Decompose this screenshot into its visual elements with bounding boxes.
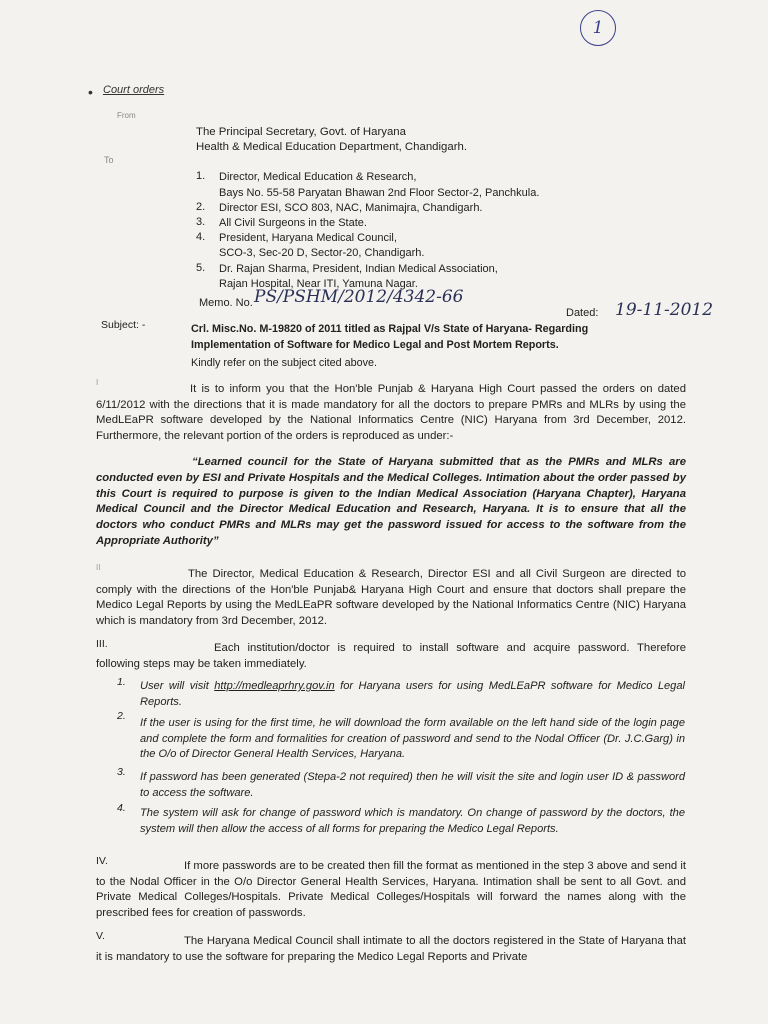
step-2-num: 2. (117, 710, 126, 722)
dated-value: 19-11-2012 (615, 300, 714, 320)
step-1-pre: User will visit (140, 680, 215, 692)
page-number: 1 (580, 10, 616, 46)
recipient-4-num: 4. (196, 231, 206, 243)
kindly-refer: Kindly refer on the subject cited above. (191, 357, 378, 369)
court-orders-label: Court orders (103, 84, 165, 96)
step-1-post: for Haryana users for using MedLEaPR software for Medico Legal Reports. (140, 680, 685, 708)
step-2-text: If the user is using for the first time, he will download the form available on the left hand side of the login page and complete the form and formalities for creation of password and send to the Nodal Officer (Dr. J.C.Garg) in the O/o of Director General Health Services, Haryana. (140, 717, 685, 760)
court-order-quote: “Learned council for the State of Haryana submitted that as the PMRs and MLRs are conducted even by ESI and Private Hospitals and the Medical Colleges. Intimation about the order passed by this Court is required to purpose is given to the Indian Medical Association (Haryana Chapter), Haryana Medical Council and the Director Medical Education and Research, Haryana. It is to ensure that all the doctors who conduct PMRs and MLRs may get the password issued for access to the software from the Appropriate Authority” (96, 456, 686, 547)
recipient-1-num: 1. (196, 170, 206, 182)
recipient-4-line-2: SCO-3, Sec-20 D, Sector-20, Chandigarh. (219, 247, 425, 259)
recipient-5-num: 5. (196, 262, 206, 274)
subject-line-2: Implementation of Software for Medico Legal and Post Mortem Reports. (191, 339, 559, 351)
recipient-2-line-1: Director ESI, SCO 803, NAC, Manimajra, Chandigarh. (219, 202, 483, 214)
bullet-mark: • (88, 84, 93, 100)
from-line-2: Health & Medical Education Department, Chandigarh. (196, 141, 467, 153)
memo-number: PS/PSHM/2012/4342-66 (254, 287, 464, 307)
memo-label: Memo. No. (199, 297, 253, 309)
recipient-1-line-2: Bays No. 55-58 Paryatan Bhawan 2nd Floor Sector-2, Panchkula. (219, 187, 540, 199)
step-3-num: 3. (117, 766, 126, 778)
step-1-text (140, 679, 685, 710)
section-2-num: II (96, 563, 101, 572)
to-label: To (104, 155, 114, 165)
from-line-1: The Principal Secretary, Govt. of Haryana (196, 126, 406, 138)
paragraph-1: It is to inform you that the Hon'ble Punjab & Haryana High Court passed the orders on dated 6/11/2012 with the directions that it is made mandatory for all the doctors to prepare PMRs and MLRs by using the MedLEaPR software developed by the National Informatics Centre (NIC) Haryana from 3rd December, 2012. Furthermore, the relevant portion of the orders is reproduced as under:- (96, 383, 686, 442)
from-label: From (117, 111, 136, 120)
recipient-4-line-1: President, Haryana Medical Council, (219, 232, 397, 244)
recipient-2-num: 2. (196, 201, 206, 213)
subject-label: Subject: - (101, 319, 146, 331)
subject-line-1: Crl. Misc.No. M-19820 of 2011 titled as Rajpal V/s State of Haryana- Regarding (191, 323, 589, 335)
section-3-num: III. (96, 638, 108, 650)
step-4-text: The system will ask for change of password which is mandatory. On change of password by the doctors, the system will then allow the access of all forms for preparing the Medico Legal Reports. (140, 807, 685, 835)
step-3-text: If password has been generated (Stepa-2 not required) then he will visit the site and login user ID & password to access the software. (140, 771, 685, 799)
paragraph-5: The Haryana Medical Council shall intimate to all the doctors registered in the State of Haryana that it is mandatory to use the software for preparing the Medico Legal Reports and Private (96, 935, 686, 963)
section-mark-i: I (96, 378, 99, 387)
recipient-3-line-1: All Civil Surgeons in the State. (219, 217, 367, 229)
medleapr-link[interactable]: http://medleaprhry.gov.in (214, 680, 335, 692)
step-1-num: 1. (117, 676, 126, 688)
section-5-num: V. (96, 930, 105, 942)
paragraph-3: Each institution/doctor is required to install software and acquire password. Therefore following steps may be taken immediately. (96, 642, 686, 670)
dated-label: Dated: (566, 307, 599, 319)
step-4-num: 4. (117, 802, 126, 814)
recipient-5-line-1: Dr. Rajan Sharma, President, Indian Medical Association, (219, 263, 498, 275)
paragraph-4: If more passwords are to be created then fill the format as mentioned in the step 3 above and send it to the Nodal Officer in the O/o Director General Health Services, Haryana. Intimation shall be sent to all Govt. and Private Medical Colleges/Hospitals. Private Medical Colleges/Hospitals will forward the names along with the prescribed fees for creation of passwords. (96, 860, 686, 919)
recipient-1-line-1: Director, Medical Education & Research, (219, 171, 417, 183)
recipient-3-num: 3. (196, 216, 206, 228)
section-4-num: IV. (96, 855, 108, 867)
recipient-5-line-2: Rajan Hospital, Near ITI, Yamuna Nagar. (219, 278, 418, 290)
paragraph-2: The Director, Medical Education & Research, Director ESI and all Civil Surgeon are directed to comply with the directions of the Hon'ble Punjab& Haryana High Court and ensure that doctors shall prepare the Medico Legal Reports by using the MedLEaPR software developed by the National Informatics Centre (NIC) Haryana which is mandatory from 3rd December, 2012. (96, 568, 686, 627)
